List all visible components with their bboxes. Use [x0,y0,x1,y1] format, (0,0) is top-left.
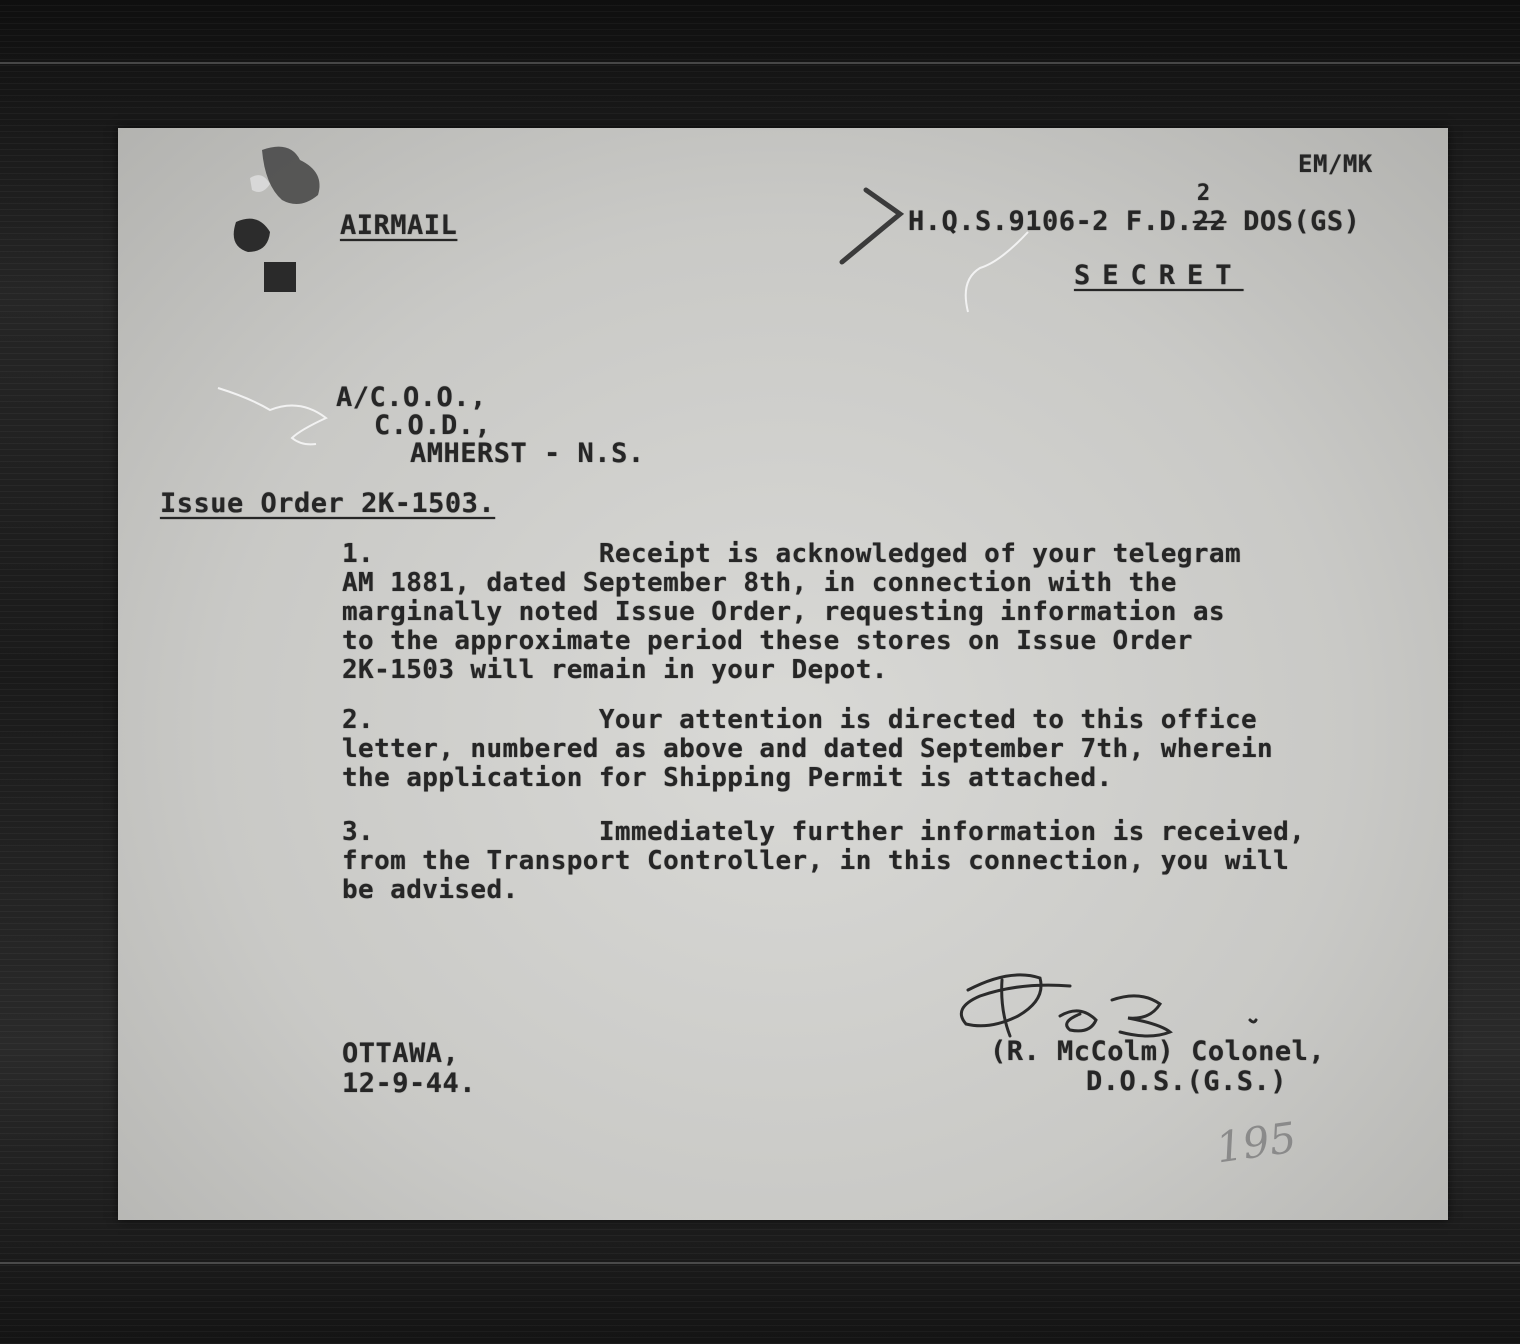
paragraph-line: marginally noted Issue Order, requesting information as [342,597,1225,627]
paragraph-line: from the Transport Controller, in this connection, you will [342,846,1290,876]
subject-issue-order: Issue Order 2K-1503. [160,488,496,519]
film-scratch [0,1262,1520,1264]
file-reference-suffix: DOS(GS) [1243,206,1361,237]
film-scratch [0,62,1520,64]
typist-initials: EM/MK [1298,150,1373,178]
file-reference [908,181,1361,237]
paragraph-line: be advised. [342,875,519,905]
airmail-label: AIRMAIL [340,210,458,241]
paragraph-1 [342,540,1241,685]
paragraph-line: 2K-1503 will remain in your Depot. [342,655,888,685]
file-reference-correction: 2 [1196,181,1211,206]
paragraph-line: Receipt is acknowledged of your telegram [598,539,1241,569]
file-reference-struck: 22 2 [1192,181,1227,237]
paragraph-number: 1. [342,539,375,569]
classification-secret: SECRET [1074,260,1244,291]
signatory-name: (R. McColm) Colonel, [990,1036,1326,1067]
place-ottawa: OTTAWA, [342,1038,460,1069]
addressee-line-1: A/C.O.O., [336,382,487,413]
paragraph-line: letter, numbered as above and dated September 7th, wherein [342,734,1274,764]
paragraph-3 [342,818,1305,905]
document-page [118,128,1448,1220]
signatory-title: D.O.S.(G.S.) [1086,1066,1288,1097]
addressee-line-2: C.O.D., [374,410,492,441]
paragraph-line: Your attention is directed to this office [598,705,1258,735]
paragraph-line: AM 1881, dated September 8th, in connection with the [342,568,1177,598]
paragraph-line: Immediately further information is received, [598,817,1306,847]
paragraph-line: to the approximate period these stores on Issue Order [342,626,1193,656]
paragraph-number: 3. [342,817,375,847]
paragraph-number: 2. [342,705,375,735]
file-reference-main: H.Q.S.9106-2 F.D. [908,206,1193,237]
letter-date: 12-9-44. [342,1068,477,1099]
handwritten-page-number: 195 [1212,1112,1300,1173]
addressee-line-3: AMHERST - N.S. [410,438,645,469]
paragraph-2 [342,706,1273,793]
paragraph-line: the application for Shipping Permit is attached. [342,763,1113,793]
